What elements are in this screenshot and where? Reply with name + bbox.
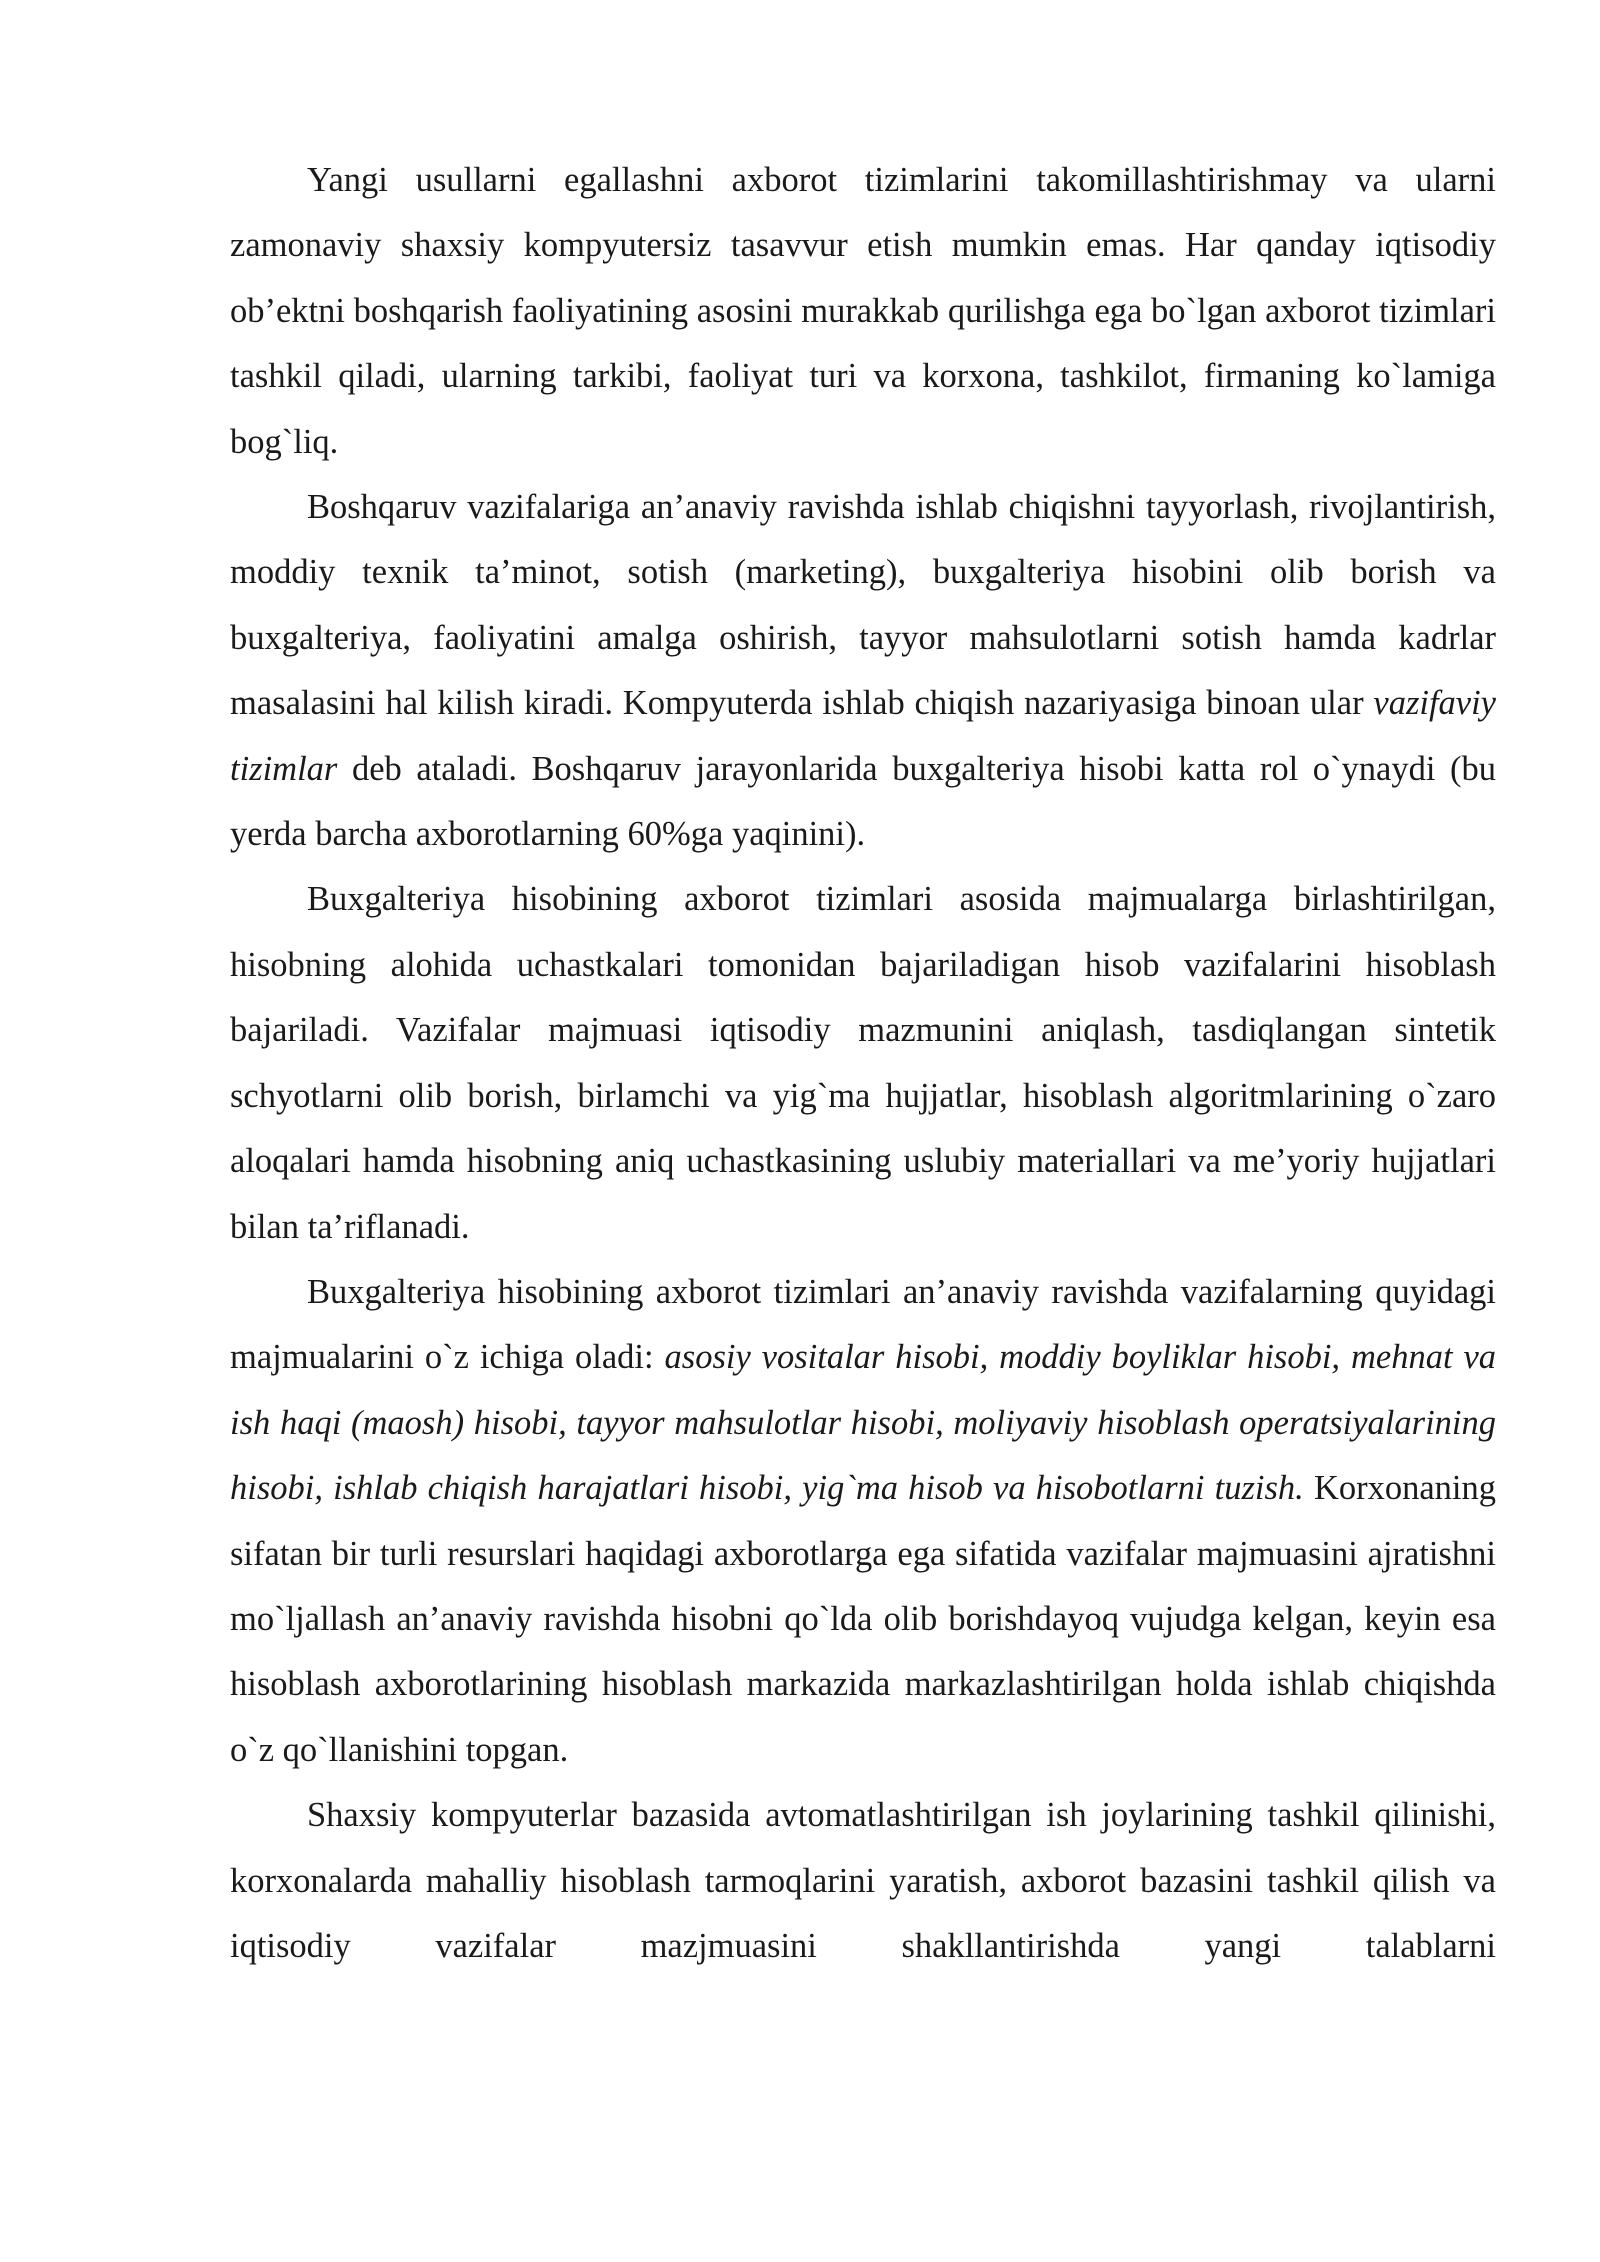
paragraph-1-text: Yangi usullarni egallashni axborot tizimlarini takomillashtirishmay va ularni zamonaviy shaxsiy kompyutersiz tasavvur etish mumkin emas. Har qanday iqtisodiy ob’ektni boshqarish faoliyatining asosini murakkab qurilishga ega bo`lgan axborot tizimlari tashkil qiladi, ularning tarkibi, faoliyat turi va korxona, tashkilot, firmaning ko`lamiga bog`liq. xyxy=(230,161,1496,461)
paragraph-5-text: Shaxsiy kompyuterlar bazasida avtomatlashtirilgan ish joylarining tashkil qilinishi, korxonalarda mahalliy hisoblash tarmoqlarini yaratish, axborot bazasini tashkil qilish va iqtisodiy vazifalar mazjmuasini shakllantirishda yangi talablarni xyxy=(230,1796,1496,1965)
paragraph-4-text-b: Korxonaning sifatan bir turli resurslari haqidagi axborotlarga ega sifatida vazifalar majmuasini ajratishni mo`ljallash an’anaviy ravishda hisobni qo`lda olib borishdayoq vujudga kelgan, keyin esa hisoblash axborotlarining hisoblash markazida markazlashtirilgan holda ishlab chiqishda o`z qo`llanishini topgan. xyxy=(230,1469,1496,1769)
paragraph-2-italic-term: vazifaviy tizimlar xyxy=(230,684,1496,788)
document-page xyxy=(230,148,1496,1979)
paragraph-3 xyxy=(230,867,1496,1259)
paragraph-4-italic-list: asosiy vositalar hisobi, moddiy boyliklar hisobi, mehnat va ish haqi (maosh) hisobi, tayyor mahsulotlar hisobi, moliyaviy hisoblash operatsiyalarining hisobi, ishlab chiqish harajatlari hisobi, yig`ma hisob va hisobotlarni tuzish. xyxy=(230,1338,1497,1508)
paragraph-5 xyxy=(230,1783,1496,1979)
paragraph-4 xyxy=(230,1260,1496,1783)
paragraph-4-text-a: Buxgalteriya hisobining axborot tizimlari an’anaviy ravishda vazifalarning quyidagi majmualarini o`z ichiga oladi: xyxy=(230,1272,1496,1377)
paragraph-1 xyxy=(230,148,1496,475)
paragraph-2-text-a: Boshqaruv vazifalariga an’anaviy ravishda ishlab chiqishni tayyorlash, rivojlantirish, moddiy texnik ta’minot, sotish (marketing), buxgalteriya hisobini olib borish va buxgalteriya, faoliyatini amalga oshirish, tayyor mahsulotlarni sotish hamda kadrlar masalasini hal kilish kiradi. Kompyuterda ishlab chiqish nazariyasiga binoan ular xyxy=(230,488,1496,723)
paragraph-3-text: Buxgalteriya hisobining axborot tizimlari asosida majmualarga birlashtirilgan, hisobning alohida uchastkalari tomonidan bajariladigan hisob vazifalarini hisoblash bajariladi. Vazifalar majmuasi iqtisodiy mazmunini aniqlash, tasdiqlangan sintetik schyotlarni olib borish, birlamchi va yig`ma hujjatlar, hisoblash algoritmlarining o`zaro aloqalari hamda hisobning aniq uchastkasining uslubiy materiallari va me’yoriy hujjatlari bilan ta’riflanadi. xyxy=(230,880,1496,1246)
paragraph-2-text-b: deb ataladi. Boshqaruv jarayonlarida buxgalteriya hisobi katta rol o`ynaydi (bu yerda barcha axborotlarning 60%ga yaqinini). xyxy=(230,749,1496,854)
paragraph-2 xyxy=(230,475,1496,867)
